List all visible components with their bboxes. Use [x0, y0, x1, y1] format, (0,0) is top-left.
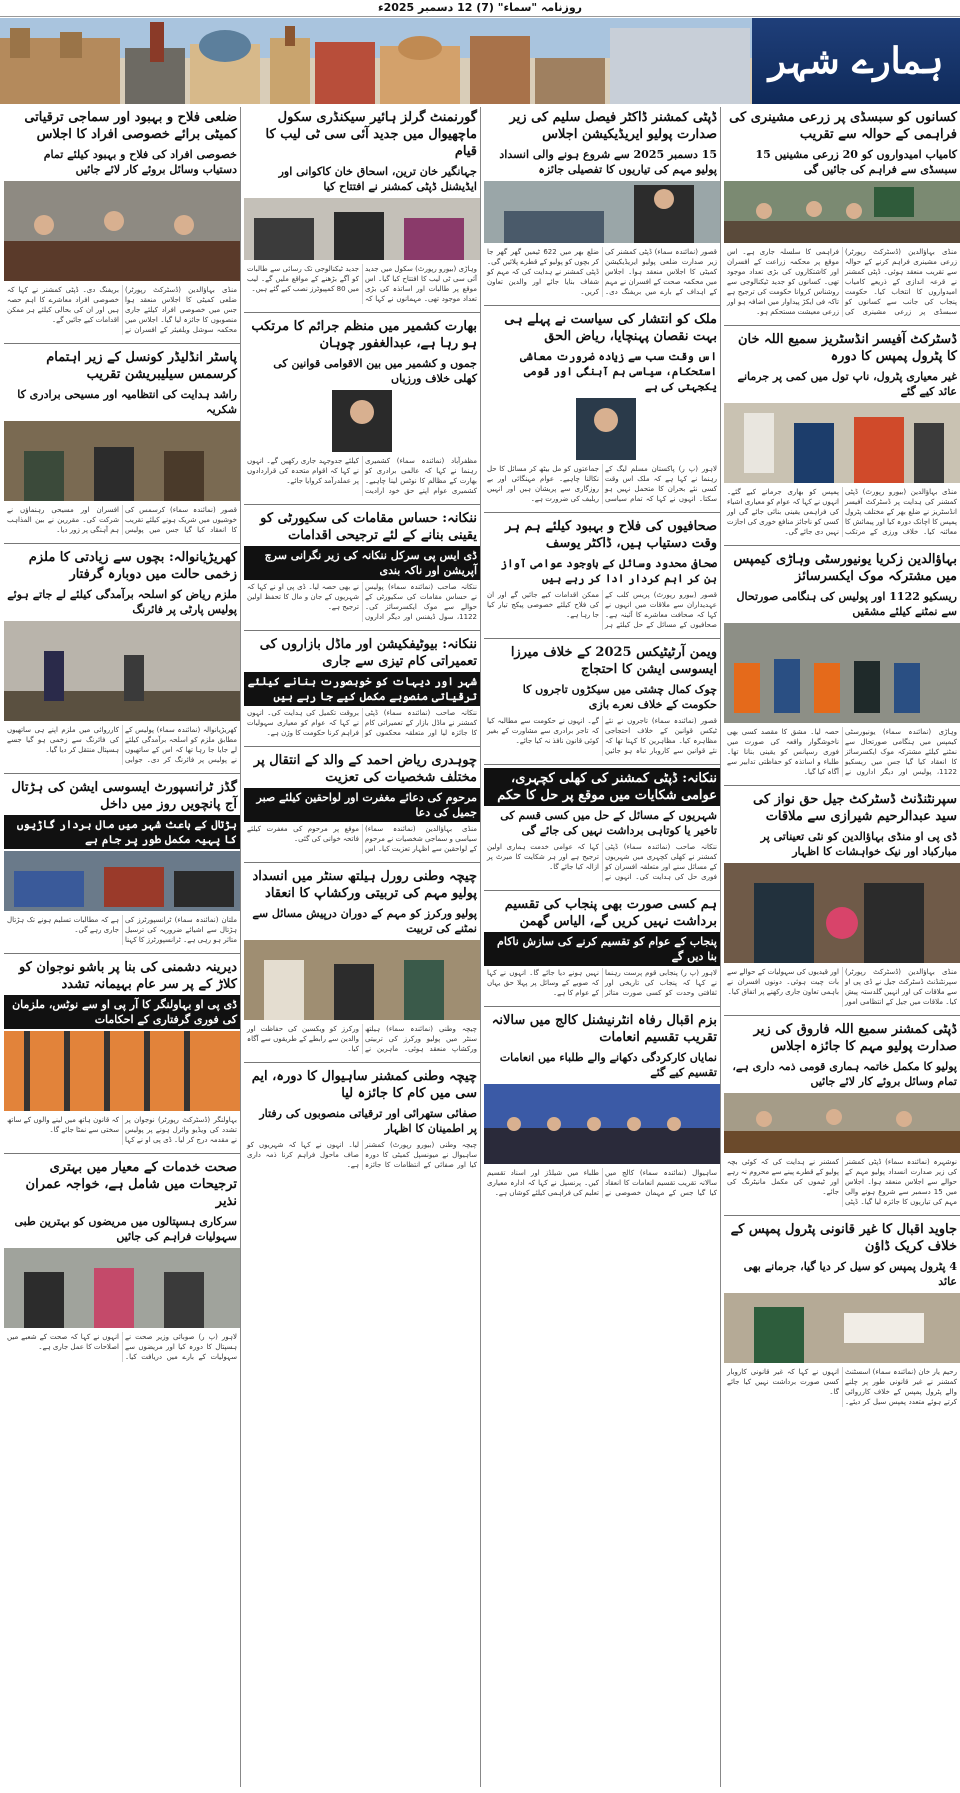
divider [4, 343, 240, 344]
subheadline: نمایاں کارکردگی دکھانے والے طلباء میں انعامات تقسیم کیے گئے [499, 1051, 717, 1079]
headline: کسانوں کو سبسڈی پر زرعی مشینری کی فراہمی کے حوالہ سے تقریب [729, 110, 957, 142]
headline: ڈسٹرکٹ آفیسر انڈسٹریز سمیع اللہ خان کا پٹرول پمپس کا دورہ [737, 332, 957, 364]
divider [724, 785, 960, 786]
headline: دیرینہ دشمنی کی بنا پر باشو نوجوان کو کلاڑ کے پر سر عام بہیمانہ تشدد [18, 960, 237, 992]
divider [244, 630, 480, 631]
article-body: قصور (بیورو رپورٹ) پریس کلب کے عہدیداران سے ملاقات میں انہوں نے کہا کہ صحافت معاشرے کا آئینہ ہے۔ صحافیوں کے مسائل کے حل کیلئے ہر ممکن اقدامات کیے جائیں گے اور ان کی فلاح کیلئے خصوصی پیکج تیار کیا جا رہا ہے۔ [487, 591, 717, 629]
headline: بھارت کشمیر میں منظم جرائم کا مرتکب ہو رہا ہے، عبدالغفور چوہان [251, 319, 477, 351]
article-body: منڈی بہاؤالدین (بیورو رپورٹ) ڈپٹی کمشنر کی ہدایت پر ڈسٹرکٹ آفیسر انڈسٹریز نے ضلع بھر کے مختلف پٹرول پمپس کا اچانک دورہ کیا اور پیمائش کا معائنہ کیا۔ خلاف ورزی کے مرتکب پمپس کو بھاری جرمانے کیے گئے۔ انہوں نے کہا کہ عوام کو معیاری اشیاء کی فراہمی یقینی بنائی جائے گی اور کسی کو ناجائز منافع خوری کی اجازت نہیں دی جائے گی۔ [727, 488, 957, 536]
headline: ننکانہ: ڈپٹی کمشنر کی کھلی کچہری، عوامی شکایات میں موقع پر حل کا حکم [484, 768, 720, 806]
divider [724, 1015, 960, 1016]
story-journalists-welfare [484, 516, 720, 632]
article-body: چیچہ وطنی (نمائندہ سماء) ہیلتھ سنٹر میں پولیو ورکرز کی تربیتی ورکشاپ منعقد ہوئی۔ ماہرین نے ورکرز کو ویکسین کی حفاظت اور والدین سے رابطے کے طریقوں سے آگاہ کیا۔ [247, 1025, 477, 1053]
trucks-strike-photo [4, 851, 240, 911]
article-body: وہاڑی (نمائندہ سماء) یونیورسٹی کیمپس میں ہنگامی صورتحال سے نمٹنے کیلئے مشترکہ موک ایکسرسائز کا انعقاد کیا گیا جس میں ریسکیو 1122، پولیس اور دیگر اداروں نے حصہ لیا۔ مشق کا مقصد کسی بھی ناخوشگوار واقعہ کی صورت میں فوری رسپانس کو یقینی بنانا تھا۔ طلباء و اساتذہ کو حفاظتی تدابیر سے آگاہ کیا گیا۔ [727, 728, 957, 776]
article-body: وہاڑی (بیورو رپورٹ) سکول میں جدید آئی سی ٹی لیب کا افتتاح کیا گیا۔ اس موقع پر طالبات اور اساتذہ کی بڑی تعداد موجود تھی۔ مہمانوں نے کہا کہ جدید ٹیکنالوجی تک رسائی سے طالبات کو آگے بڑھنے کے مواقع ملیں گے۔ لیب میں 80 کمپیوٹرز نصب کیے گئے ہیں۔ [247, 265, 477, 303]
subheadline: ڈی پی او بہاولنگر کا آر پی او سے نوٹس، ملزمان کی فوری گرفتاری کے احکامات [4, 995, 240, 1029]
portrait-photo [484, 398, 720, 460]
article-body: ساہیوال (نمائندہ سماء) کالج میں سالانہ تقریب تقسیم انعامات کا انعقاد کیا گیا جس کے مہمان خصوصی نے طلباء میں شیلڈز اور اسناد تقسیم کیں۔ پرنسپل نے کہا کہ ادارہ معیاری تعلیم کی فراہمی کیلئے کوشاں ہے۔ [487, 1169, 717, 1197]
subheadline: سرکاری ہسپتالوں میں مریضوں کو بہترین طبی سہولیات فراہم کی جائیں [14, 1215, 237, 1243]
divider [244, 312, 480, 313]
news-photo [724, 1293, 960, 1363]
divider [244, 1062, 480, 1063]
article-body: لاہور (پ ر) پاکستان مسلم لیگ کے رہنما نے کہا ہے کہ ملک اس وقت کسی نئے بحران کا متحمل نہیں ہو سکتا۔ انہوں نے کہا کہ تمام سیاسی جماعتوں کو مل بیٹھ کر مسائل کا حل نکالنا چاہیے۔ عوام مہنگائی اور بے روزگاری سے پریشان ہیں اور انہیں ریلیف کی ضرورت ہے۔ [487, 465, 717, 503]
section-title: ہمارے شہر [752, 18, 960, 104]
article-body: قصور (نمائندہ سماء) ڈپٹی کمشنر کی زیر صدارت ضلعی پولیو ایریڈیکیشن کمیٹی کا اجلاس منعقد ہوا۔ اجلاس میں محکمہ صحت کے افسران نے مہم کے اہداف کے بارے میں بریفنگ دی۔ ضلع بھر میں 622 ٹیمیں گھر گھر جا کر بچوں کو پولیو کے قطرے پلائیں گی۔ ڈپٹی کمشنر نے ہدایت کی کہ مہم کو شفاف بنایا جائے اور والدین تعاون کریں۔ [487, 248, 717, 296]
column-4 [4, 107, 240, 1793]
headline: گڈز ٹرانسپورٹ ایسوسی ایشن کی ہڑتال آج پانچویں روز میں داخل [11, 780, 237, 812]
subheadline: صحافی محدود وسائل کے باوجود عوامی آواز بن کر اہم کردار ادا کر رہے ہیں [500, 557, 717, 585]
article-body: منڈی بہاؤالدین (ڈسٹرکٹ رپورٹر) سپرنٹنڈنٹ ڈسٹرکٹ جیل نے ڈی پی او سے ملاقات کی اور انہیں گلدستہ پیش کیا۔ ملاقات میں جیل کے انتظامی امور اور قیدیوں کی سہولیات کے حوالے سے بات چیت ہوئی۔ دونوں افسران نے باہمی تعاون جاری رکھنے پر اتفاق کیا۔ [727, 968, 957, 1006]
divider [484, 638, 720, 639]
news-photo [484, 181, 720, 243]
divider [724, 545, 960, 546]
story-polio-committee [484, 107, 720, 299]
headline: ننکانہ: بیوٹیفکیشن اور ماڈل بازاروں کی تعمیراتی کام تیزی سے جاری [259, 637, 477, 669]
city-banner [0, 18, 960, 104]
headline: ڈپٹی کمشنر ڈاکٹر فیصل سلیم کی زیر صدارت پولیو ایریڈیکیشن اجلاس [509, 110, 717, 142]
story-polio-workshop [244, 866, 480, 1056]
story-health-services [4, 1157, 240, 1364]
subheadline: ریسکیو 1122 اور پولیس کی ہنگامی صورتحال سے نمٹنے کیلئے مشقیں [736, 590, 957, 618]
story-arrest [4, 547, 240, 767]
headline: بہاؤالدین زکریا یونیورسٹی وہاڑی کیمپس میں مشترکہ موک ایکسرسائز [733, 552, 957, 584]
lab-opening-photo [244, 198, 480, 260]
subheadline: ڈی ایس پی سرکل ننکانہ کی زیر نگرانی سرچ آپریشن اور ناکہ بندی [244, 546, 480, 580]
subheadline: شہر اور دیہات کو خوبصورت بنانے کیلئے ترقیاتی منصوبے مکمل کیے جا رہے ہیں [244, 672, 480, 706]
column-3 [244, 107, 480, 1793]
story-jail-superintendent [724, 789, 960, 1009]
subheadline: صفائی ستھرائی اور ترقیاتی منصوبوں کی رفتار پر اطمینان کا اظہار [259, 1107, 477, 1135]
divider [484, 890, 720, 891]
divider [4, 773, 240, 774]
headline: پاسٹر انڈلیڈر کونسل کے زیر اہتمام کرسمس سیلیبریشن تقریب [46, 350, 237, 382]
story-transport-strike [4, 777, 240, 947]
subheadline: پنجاب کے عوام کو تقسیم کرنے کی سازش ناکام بنا دیں گے [484, 932, 720, 966]
subheadline: مرحوم کی دعائے مغفرت اور لواحقین کیلئے صبر جمیل کی دعا [244, 788, 480, 822]
story-commissioner-visit [244, 1066, 480, 1172]
headline: چیچہ وطنی کمشنر ساہیوال کا دورہ، ایم سی میں کام کا جائزہ لیا [251, 1069, 477, 1101]
headline: جاوید اقبال کا غیر قانونی پٹرول پمپس کے خلاف کریک ڈاؤن [730, 1222, 957, 1254]
column-separator [720, 107, 721, 1787]
subheadline: جموں و کشمیر میں بین الاقوامی قوانین کی کھلی خلاف ورزیاں [273, 357, 477, 385]
divider [244, 504, 480, 505]
article-body: لاہور (پ ر) پنجابی قوم پرست رہنما نے کہا کہ پنجاب کی تاریخی اور ثقافتی وحدت کو کسی صورت متاثر نہیں ہونے دیا جائے گا۔ انہوں نے کہا کہ صوبے کے وسائل پر پہلا حق یہاں کے عوام کا ہے۔ [487, 969, 717, 997]
headline: چیچہ وطنی رورل ہیلتھ سنٹر میں انسداد پولیو مہم کی تربیتی ورکشاپ کا انعقاد [252, 869, 477, 901]
subheadline: 4 پٹرول پمپس کو سیل کر دیا گیا، جرمانے بھی عائد [743, 1260, 957, 1288]
headline: چوہدری ریاض احمد کے والد کے انتقال پر مختلف شخصیات کی تعزیت [253, 753, 477, 785]
headline: ملک کو انتشار کی سیاست نے پہلے ہی بہت نقصان پہنچایا، ریاض الحق [504, 312, 717, 344]
headline: صحت خدمات کے معیار میں بہتری ترجیحات میں شامل ہے، خواجہ عمران نذیر [25, 1160, 237, 1209]
subheadline: ڈی پی او منڈی بہاؤالدین کو نئی تعیناتی پر مبارکباد اور نیک خواہشات کا اظہار [760, 830, 957, 858]
subheadline: 15 دسمبر 2025 سے شروع ہونے والی انسداد پولیو مہم کی تیاریوں کا تفصیلی جائزہ [499, 148, 717, 176]
story-illegal-pumps [724, 1219, 960, 1409]
divider [484, 764, 720, 765]
divider [724, 1215, 960, 1216]
workshop-photo [244, 940, 480, 1020]
rescue-drill-photo [724, 623, 960, 723]
hospital-visit-photo [4, 1248, 240, 1328]
news-photo [244, 390, 480, 452]
bouquet-meeting-photo [724, 863, 960, 963]
divider [484, 512, 720, 513]
lockup-photo [4, 1031, 240, 1111]
headline: ویمن آرٹیٹیکس 2025 کے خلاف میرزا ایسوسی ایشن کا احتجاج [510, 645, 717, 677]
subheadline: راشد ہدایت کی انتظامیہ اور مسیحی برادری کا شکریہ [17, 388, 237, 416]
subheadline: ملزم ریاض کو اسلحہ برآمدگی کیلئے لے جاتے ہوئے پولیس پارٹی پر فائرنگ [7, 588, 237, 616]
subheadline: ہڑتال کے باعث شہر میں مال بردار گاڑیوں کا پہیہ مکمل طور پر جام ہے [4, 815, 240, 849]
subheadline: غیر معیاری پٹرول، ناپ تول میں کمی پر جرمانے عائد کیے گئے [737, 370, 957, 398]
news-photo [4, 421, 240, 501]
headline: صحافیوں کی فلاح و بہبود کیلئے ہم ہر وقت دستیاب ہیں، ڈاکٹر یوسف [505, 519, 717, 551]
article-body: منڈی بہاؤالدین (ڈسٹرکٹ رپورٹر) زرعی مشینری فراہم کرنے کے حوالہ سے تقریب منعقد ہوئی۔ ڈپٹی کمشنر نے قرعہ اندازی کے ذریعے کامیاب امیدواروں کا انتخاب کیا۔ حکومت پنجاب کی جانب سے کسانوں کو سبسڈی پر زرعی مشینری کی فراہمی کا سلسلہ جاری ہے۔ اس موقع پر محکمہ زراعت کے افسران اور کاشتکاروں کی بڑی تعداد موجود تھی۔ کسانوں کو جدید ٹیکنالوجی سے روشناس کروانا حکومت کی ترجیح ہے تاکہ فی ایکڑ پیداوار میں اضافہ ہو اور زرعی معیشت مستحکم ہو۔ [727, 248, 957, 316]
story-christmas [4, 347, 240, 537]
column-separator [240, 107, 241, 1787]
committee-meeting-photo [4, 181, 240, 281]
column-1 [724, 107, 960, 1793]
headline: ڈپٹی کمشنر سمیع اللہ فاروق کی زیر صدارت پولیو مہم کا جائزہ اجلاس [753, 1022, 957, 1054]
headline: ننکانہ: حساس مقامات کی سکیورٹی کو یقینی بنانے کے لئے ترجیحی اقدامات [260, 511, 477, 543]
article-body: قصور (نمائندہ سماء) کرسمس کی خوشیوں میں شریک ہونے کیلئے تقریب کا انعقاد کیا گیا جس میں پولیس افسران اور مسیحی رہنماؤں نے شرکت کی۔ مقررین نے بین المذاہب ہم آہنگی پر زور دیا۔ [7, 506, 237, 534]
divider [4, 1153, 240, 1154]
news-photo [244, 198, 480, 260]
news-photo [4, 621, 240, 721]
committee-photo [484, 181, 720, 243]
article-body: قصور (نمائندہ سماء) تاجروں نے نئے ٹیکس قوانین کے خلاف احتجاجی مظاہرہ کیا۔ مظاہرین کا کہنا تھا کہ نئے قوانین سے کاروبار تباہ ہو جائیں گے۔ انہوں نے حکومت سے مطالبہ کیا کہ تاجر برادری سے مشاورت کے بغیر کوئی قانون نافذ نہ کیا جائے۔ [487, 717, 717, 755]
news-photo [724, 863, 960, 963]
story-beautification [244, 634, 480, 740]
article-body: ملتان (نمائندہ سماء) ٹرانسپورٹرز کی ہڑتال سے اشیائے ضروریہ کی ترسیل متاثر ہو رہی ہے۔ ٹرانسپورٹرز کا کہنا ہے کہ مطالبات تسلیم ہونے تک ہڑتال جاری رہے گی۔ [7, 916, 237, 944]
news-photo [724, 181, 960, 243]
fog-field-photo [4, 621, 240, 721]
masthead-date-strip: روزنامہ "سماء" (7) 12 دسمبر 2025ء [0, 0, 960, 17]
news-photo [724, 403, 960, 483]
story-ict-lab [244, 107, 480, 306]
headline: سپرنٹنڈنٹ ڈسٹرکٹ جیل حق نواز کی سید عبدالرحیم شیرازی سے ملاقات [753, 792, 957, 824]
news-photo [4, 181, 240, 281]
portrait-photo [244, 390, 480, 452]
article-body: مظفرآباد (نمائندہ سماء) کشمیری رہنما نے کہا کہ عالمی برادری کو بھارت کے مظالم کا نوٹس لینا چاہیے۔ کشمیری عوام اپنے حق خود ارادیت کیلئے جدوجہد جاری رکھیں گے۔ انہوں نے کہا کہ اقوام متحدہ کی قراردادوں پر عملدرآمد کروایا جائے۔ [247, 457, 477, 495]
subheadline: شہریوں کے مسائل کے حل میں کسی قسم کی تاخیر یا کوتاہی برداشت نہیں کی جائے گی [500, 809, 717, 837]
story-agri-machinery [724, 107, 960, 319]
article-body: منڈی بہاؤالدین (نمائندہ سماء) سیاسی و سماجی شخصیات نے مرحوم کے لواحقین سے اظہار تعزیت کیا۔ اس موقع پر مرحوم کی مغفرت کیلئے فاتحہ خوانی کی گئی۔ [247, 825, 477, 853]
story-condolence [244, 750, 480, 856]
petrol-pump-photo [724, 403, 960, 483]
story-college-prizes [484, 1010, 720, 1200]
news-photo [4, 1031, 240, 1111]
prize-ceremony-photo [484, 1084, 720, 1164]
subheadline: خصوصی افراد کی فلاح و بہبود کیلئے تمام دستیاب وسائل بروئے کار لائے جائیں [43, 148, 237, 176]
story-polio-dc [724, 1019, 960, 1209]
news-photo [724, 1093, 960, 1153]
headline: ہم کسی صورت بھی پنجاب کی تقسیم برداشت نہیں کریں گے، الیاس گھمن [504, 897, 717, 929]
subheadline: اس وقت سب سے زیادہ ضرورت معاشی استحکام، سیاسی ہم آہنگی اور قومی یکجہتی کی ہے [519, 350, 717, 393]
subheadline: پولیو ورکرز کو مہم کے دوران درپیش مسائل سے نمٹنے کی تربیت [252, 907, 477, 935]
divider [724, 325, 960, 326]
city-landmarks-illustration [0, 18, 752, 104]
article-body: رحیم یار خان (نمائندہ سماء) اسسٹنٹ کمشنر نے غیر قانونی طور پر چلنے والے پٹرول پمپس کے خلاف کارروائی کرتے ہوئے متعدد پمپس سیل کر دیئے۔ انہوں نے کہا کہ غیر قانونی کاروبار کسی صورت برداشت نہیں کیا جائے گا۔ [727, 1368, 957, 1406]
subheadline: پولیو کا مکمل خاتمہ ہماری قومی ذمہ داری ہے، تمام وسائل بروئے کار لائے جائیں [732, 1060, 957, 1088]
column-separator [480, 107, 481, 1787]
meeting-photo [724, 181, 960, 243]
news-photo [4, 851, 240, 911]
story-khuli-kachehri [484, 768, 720, 884]
headline: کھریڑیانوالہ: بچوں سے زیادتی کا ملزم زخمی حالت میں دوبارہ گرفتار [28, 550, 237, 582]
news-photo [484, 398, 720, 460]
article-body: ننکانہ صاحب (نمائندہ سماء) ڈپٹی کمشنر نے ماڈل بازار کے تعمیراتی کام کا جائزہ لیا اور متعلقہ محکموں کو بروقت تکمیل کی ہدایت کی۔ انہوں نے کہا کہ عوام کو معیاری سہولیات فراہم کرنا حکومت کا وژن ہے۔ [247, 709, 477, 737]
polio-meeting-photo [724, 1093, 960, 1153]
news-photo [484, 1084, 720, 1164]
article-body: نوشہرہ (نمائندہ سماء) ڈپٹی کمشنر کی زیر صدارت انسداد پولیو مہم کے حوالے سے اجلاس منعقد ہوا۔ اجلاس میں 15 دسمبر سے شروع ہونے والی مہم کی تیاریوں کا جائزہ لیا گیا۔ ڈپٹی کمشنر نے ہدایت کی کہ کوئی بچہ پولیو کے قطرے پینے سے محروم نہ رہے اور ٹیموں کی مکمل مانیٹرنگ کی جائے۔ [727, 1158, 957, 1206]
story-torture [4, 957, 240, 1147]
article-body: بہاولنگر (ڈسٹرکٹ رپورٹر) نوجوان پر تشدد کی ویڈیو وائرل ہونے پر پولیس نے مقدمہ درج کر لیا۔ ڈی پی او نے کہا کہ قانون ہاتھ میں لینے والوں کے ساتھ سختی سے نمٹا جائے گا۔ [7, 1116, 237, 1144]
article-body: ننکانہ صاحب (نمائندہ سماء) پولیس نے حساس مقامات کی سکیورٹی کے حوالے سے موک ایکسرسائز کی۔ 1122، سول ڈیفنس اور دیگر اداروں نے بھی حصہ لیا۔ ڈی پی او نے کہا کہ شہریوں کے جان و مال کا تحفظ اولین ترجیح ہے۔ [247, 583, 477, 621]
headline: ضلعی فلاح و بہبود اور سماجی ترقیاتی کمیٹی برائے خصوصی افراد کا اجلاس [24, 110, 237, 142]
story-riaz-ul-haq [484, 309, 720, 506]
divider [244, 746, 480, 747]
divider [244, 862, 480, 863]
divider [484, 1006, 720, 1007]
divider [4, 543, 240, 544]
christmas-event-photo [4, 421, 240, 501]
headline: بزم اقبال رفاہ انٹرنیشنل کالج میں سالانہ تقریب تقسیم انعامات [491, 1013, 717, 1045]
article-body: کھریڑیانوالہ (نمائندہ سماء) پولیس کے مطابق ملزم کو اسلحہ برآمدگی کیلئے لے جایا جا رہا تھا کہ اس کے ساتھیوں نے پولیس پر فائرنگ کر دی۔ جوابی کارروائی میں ملزم اپنے ہی ساتھیوں کی فائرنگ سے زخمی ہو گیا جسے ہسپتال منتقل کر دیا گیا۔ [7, 726, 237, 764]
story-petrol-pumps [724, 329, 960, 539]
story-traders-protest [484, 642, 720, 758]
story-special-persons-committee [4, 107, 240, 337]
story-kashmir [244, 316, 480, 498]
inspection-photo [724, 1293, 960, 1363]
headline: گورنمنٹ گرلز ہائیر سیکنڈری سکول ماچھیوال میں جدید آئی سی ٹی لیب کا قیام [265, 110, 477, 159]
subheadline: کامیاب امیدواروں کو 20 زرعی مشینیں 15 سبسڈی سے فراہم کی جائیں گی [755, 148, 957, 176]
news-photo [4, 1248, 240, 1328]
divider [4, 953, 240, 954]
column-2 [484, 107, 720, 1793]
article-body: لاہور (پ ر) صوبائی وزیر صحت نے ہسپتال کا دورہ کیا اور مریضوں سے سہولیات کے بارے میں دریافت کیا۔ انہوں نے کہا کہ صحت کے شعبے میں اصلاحات کا عمل جاری ہے۔ [7, 1333, 237, 1361]
story-punjab-division [484, 894, 720, 1000]
article-body: چیچہ وطنی (بیورو رپورٹ) کمشنر ساہیوال نے میونسپل کمیٹی کا دورہ کیا اور صفائی کے انتظامات کا جائزہ لیا۔ انہوں نے کہا کہ شہریوں کو صاف ماحول فراہم کرنا ذمہ داری ہے۔ [247, 1141, 477, 1169]
news-photo [724, 623, 960, 723]
article-body: ننکانہ صاحب (نمائندہ سماء) ڈپٹی کمشنر نے کھلی کچہری میں شہریوں کے مسائل سنے اور متعلقہ افسران کو فوری حل کی ہدایت کی۔ انہوں نے کہا کہ عوامی خدمت ہماری اولین ترجیح ہے اور ہر شکایت کا میرٹ پر ازالہ کیا جائے گا۔ [487, 843, 717, 881]
article-body: منڈی بہاؤالدین (ڈسٹرکٹ رپورٹر) ضلعی کمیٹی کا اجلاس منعقد ہوا جس میں خصوصی افراد کیلئے جاری منصوبوں کا جائزہ لیا گیا۔ اجلاس میں محکمہ سوشل ویلفیئر کے افسران نے بریفنگ دی۔ ڈپٹی کمشنر نے کہا کہ خصوصی افراد معاشرے کا اہم حصہ ہیں اور ان کی بحالی کیلئے ہر ممکن اقدامات کیے جائیں گے۔ [7, 286, 237, 334]
story-mock-exercise [724, 549, 960, 779]
story-security-sites [244, 508, 480, 624]
divider [484, 305, 720, 306]
subheadline: جہانگیر خان ترین، اسحاق خان کاکوانی اور ایڈیشنل ڈپٹی کمشنر نے افتتاح کیا [278, 165, 477, 193]
news-photo [244, 940, 480, 1020]
subheadline: چوک کمال چشتی میں سیکڑوں تاجروں کا حکومت کے خلاف نعرے بازی [522, 683, 717, 711]
